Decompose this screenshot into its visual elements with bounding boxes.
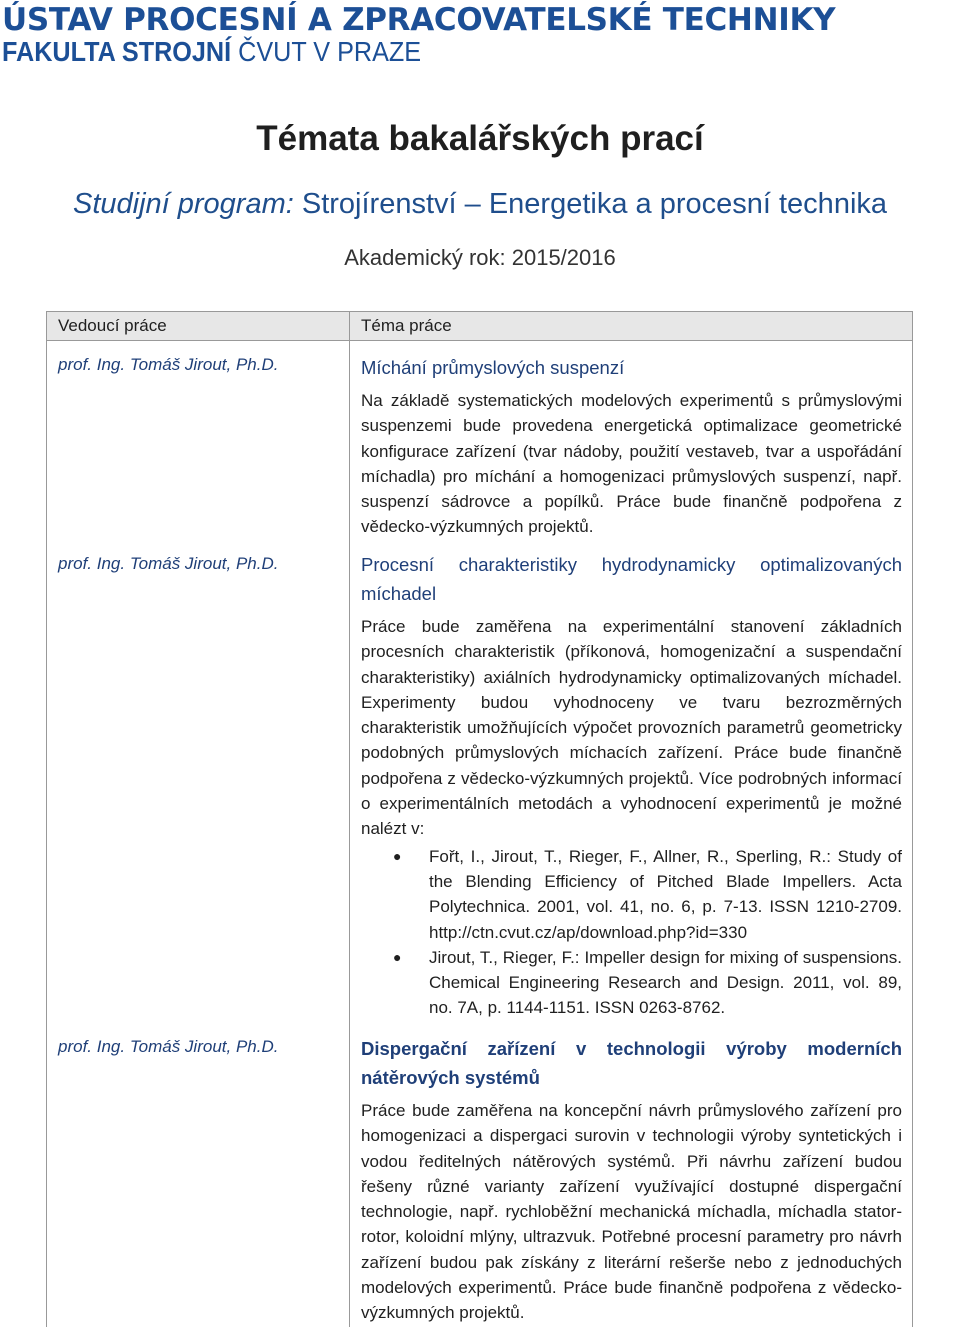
reference-text: Fořt, I., Jirout, T., Rieger, F., Allner, R., Sperling, R.: Study of the Blending Efficiency of Pitched Blade Impellers. Acta Polytechnica. 2001, vol. 41, no. 6, p. 7-13. ISSN 1210-2709. http://ctn.cvut.cz/ap/download.php?id=330 xyxy=(429,846,902,942)
row-2-description: Práce bude zaměřena na experimentální stanovení základních procesních charakteristik (příkonová, homogenizační a suspendační charakteristiky) axiálních hydrodynamicky optimalizovaných míchadel. Experimenty budou vyhodnoceny ve tvaru bezrozměrných charakteristik umožňujících výpočet provozních parametrů geometricky podobných průmyslových míchacích zařízení. Práce bude finančně podpořena z vědecko-výzkumných projektů. Více podrobných informací o experimentálních metodách a vyhodnocení experimentů je možné nalézt v: xyxy=(361,617,902,839)
faculty-name: FAKULTA STROJNÍ xyxy=(2,36,232,67)
row-1-description: Na základě systematických modelových experimentů s průmyslovými suspenzemi bude provedena energetická optimalizace geometrické konfigurace zařízení (tvar nádoby, použití vestaveb, tvar a uspořádání míchadla) pro míchání a homogenizaci průmyslových suspenzí, např. suspenzí sádrovce a popílků. Práce bude finančně podpořena z vědecko-výzkumných projektů. xyxy=(361,391,902,537)
bullet-icon: ● xyxy=(393,847,402,864)
row-2-references xyxy=(361,844,902,1021)
column-header-topic: Téma práce xyxy=(361,316,452,335)
page-title: Témata bakalářských prací xyxy=(256,119,704,158)
university-name: ČVUT V PRAZE xyxy=(238,36,422,67)
academic-year: Akademický rok: 2015/2016 xyxy=(344,245,616,270)
faculty-header xyxy=(2,36,421,68)
bullet-icon: ● xyxy=(393,948,402,965)
row-3-supervisor: prof. Ing. Tomáš Jirout, Ph.D. xyxy=(58,1037,279,1056)
reference-item xyxy=(361,945,902,1021)
institute-header: ÚSTAV PROCESNÍ A ZPRACOVATELSKÉ TECHNIKY xyxy=(2,2,836,38)
row-1-topic xyxy=(361,353,902,540)
study-program-value: Strojírenství – Energetika a procesní technika xyxy=(301,188,888,220)
row-3-topic xyxy=(361,1034,902,1326)
study-program xyxy=(0,184,960,224)
column-header-supervisor: Vedoucí práce xyxy=(58,316,167,335)
reference-item xyxy=(361,844,902,945)
row-3-description: Práce bude zaměřena na koncepční návrh průmyslového zařízení pro homogenizaci a dispergaci surovin v technologii výroby syntetických i vodou ředitelných nátěrových systémů. Při návrhu zařízení budou řešeny různé varianty zařízení využívající dostupné dispergační technologie, např. rychloběžní mechanická míchadla, míchadla stator-rotor, koloidní mlýny, ultrazvuk. Potřebné procesní parametry pro návrh zařízení budou pak získány z literární rešerše nebo z jednoduchých modelových experimentů. Práce bude finančně podpořena z vědecko-výzkumných projektů. xyxy=(361,1101,902,1323)
row-1-title: Míchání průmyslových suspenzí xyxy=(361,357,625,378)
table-header-row xyxy=(47,312,912,341)
row-2-title: Procesní charakteristiky hydrodynamicky optimalizovaných míchadel xyxy=(361,554,902,604)
row-2-topic xyxy=(361,550,902,1021)
row-1-supervisor: prof. Ing. Tomáš Jirout, Ph.D. xyxy=(58,355,279,374)
study-program-label: Studijní program: xyxy=(72,188,294,220)
column-divider xyxy=(349,312,350,1327)
reference-text: Jirout, T., Rieger, F.: Impeller design for mixing of suspensions. Chemical Engineering Research and Design. 2011, vol. 89, no. 7A, p. 1144-1151. ISSN 0263-8762. xyxy=(429,947,902,1018)
row-2-supervisor: prof. Ing. Tomáš Jirout, Ph.D. xyxy=(58,554,279,573)
row-3-title: Dispergační zařízení v technologii výroby moderních nátěrových systémů xyxy=(361,1038,902,1088)
